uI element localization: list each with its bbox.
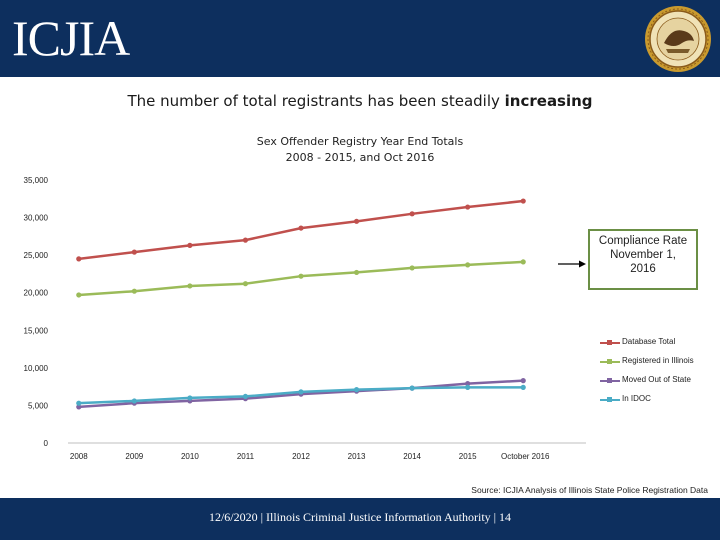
- data-point-in-idoc: [187, 395, 192, 400]
- legend-item-in-idoc: [598, 394, 716, 413]
- data-point-registered-in-illinois: [132, 289, 137, 294]
- data-point-in-idoc: [298, 389, 303, 394]
- data-point-database-total: [354, 219, 359, 224]
- x-tick-label: 2011: [236, 452, 255, 461]
- data-point-registered-in-illinois: [410, 265, 415, 270]
- data-point-in-idoc: [76, 401, 81, 406]
- legend-marker: [607, 359, 612, 364]
- data-point-in-idoc: [132, 398, 137, 403]
- y-tick-label: 10,000: [23, 363, 48, 373]
- data-point-database-total: [76, 256, 81, 261]
- legend-item-registered-in-illinois: [598, 356, 716, 375]
- compliance-rate-callout: [588, 229, 698, 290]
- data-point-database-total: [298, 225, 303, 230]
- legend-marker: [607, 378, 612, 383]
- data-point-registered-in-illinois: [298, 274, 303, 279]
- data-point-database-total: [521, 198, 526, 203]
- x-tick-label: 2009: [125, 452, 144, 461]
- y-tick-label: 15,000: [23, 326, 48, 336]
- data-point-in-idoc: [243, 394, 248, 399]
- x-tick-label: 2012: [292, 452, 310, 461]
- chart-legend: [598, 337, 716, 413]
- callout-line-1: Compliance Rate: [598, 235, 688, 247]
- headline-bold-text: increasing: [504, 92, 593, 110]
- callout-line-2: November 1,: [610, 249, 676, 261]
- legend-marker: [607, 340, 612, 345]
- data-point-registered-in-illinois: [187, 283, 192, 288]
- data-point-in-idoc: [410, 386, 415, 391]
- footer-bar: [0, 498, 720, 540]
- y-tick-label: 0: [43, 439, 48, 448]
- y-tick-label: 5,000: [27, 401, 48, 411]
- x-tick-label: October 2016: [500, 452, 550, 461]
- source-note: Source: ICJIA Analysis of Illinois State Police Registration Data: [471, 485, 708, 495]
- x-tick-label: 2014: [403, 452, 422, 461]
- data-point-database-total: [187, 243, 192, 248]
- x-tick-label: 2015: [458, 452, 477, 461]
- callout-line-3: 2016: [630, 263, 656, 275]
- x-tick-label: 2013: [347, 452, 366, 461]
- x-tick-label: 2008: [69, 452, 88, 461]
- chart-title-line-2: 2008 - 2015, and Oct 2016: [285, 151, 435, 164]
- y-tick-label: 25,000: [23, 251, 48, 261]
- data-point-registered-in-illinois: [521, 259, 526, 264]
- legend-label: Registered in Illinois: [622, 356, 694, 365]
- chart-title-line-1: Sex Offender Registry Year End Totals: [256, 135, 464, 148]
- data-point-database-total: [410, 211, 415, 216]
- y-tick-label: 35,000: [23, 176, 48, 185]
- data-point-registered-in-illinois: [465, 262, 470, 267]
- y-tick-label: 20,000: [23, 288, 48, 298]
- footer-text: 12/6/2020 | Illinois Criminal Justice Information Authority | 14: [208, 510, 512, 524]
- headline-regular-text: The number of total registrants has been steadily: [127, 92, 505, 110]
- data-point-registered-in-illinois: [76, 292, 81, 297]
- data-point-database-total: [465, 204, 470, 209]
- legend-label: Database Total: [622, 337, 676, 346]
- data-point-in-idoc: [521, 385, 526, 390]
- legend-label: In IDOC: [622, 394, 651, 403]
- x-tick-label: 2010: [180, 452, 199, 461]
- data-point-database-total: [132, 250, 137, 255]
- legend-label: Moved Out of State: [622, 375, 691, 384]
- data-point-database-total: [243, 238, 248, 243]
- legend-item-database-total: [598, 337, 716, 356]
- data-point-registered-in-illinois: [243, 281, 248, 286]
- legend-item-moved-out-of-state: [598, 375, 716, 394]
- data-point-in-idoc: [465, 385, 470, 390]
- data-point-moved-out-of-state: [521, 378, 526, 383]
- legend-marker: [607, 397, 612, 402]
- data-point-in-idoc: [354, 387, 359, 392]
- y-tick-label: 30,000: [23, 213, 48, 223]
- callout-arrow-head-icon: [579, 261, 586, 268]
- icjia-logo: ICJIA: [12, 10, 130, 66]
- data-point-registered-in-illinois: [354, 270, 359, 275]
